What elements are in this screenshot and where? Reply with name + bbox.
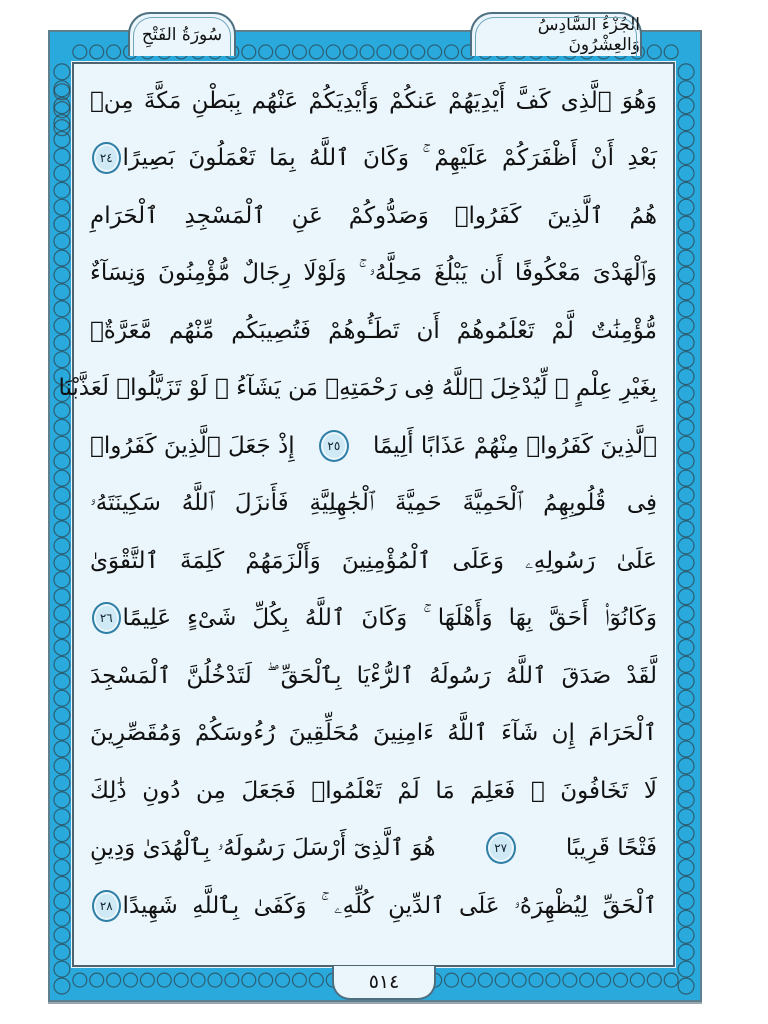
border-ornament (54, 182, 70, 198)
border-ornament (647, 973, 661, 987)
border-ornament (678, 724, 694, 740)
border-ornament (54, 792, 70, 808)
border-ornament (54, 64, 70, 80)
border-ornament (678, 606, 694, 622)
border-ornament (678, 673, 694, 689)
border-ornament (678, 572, 694, 588)
border-ornament (678, 98, 694, 114)
border-ornament (54, 910, 70, 926)
border-ornament (174, 973, 188, 987)
border-ornament (343, 45, 357, 59)
border-ornament (242, 973, 256, 987)
border-ornament (529, 973, 543, 987)
border-ornament (54, 944, 70, 960)
text-line (90, 532, 657, 590)
border-ornament (54, 775, 70, 791)
text-line (90, 72, 657, 130)
border-ornament (678, 267, 694, 283)
border-ornament (678, 792, 694, 808)
text-line (90, 877, 657, 935)
border-ornament (54, 690, 70, 706)
line-text: ٱلْحَرَامَ إِن شَآءَ ٱللَّهُ ءَامِنِينَ مُحَلِّقِينَ رُءُوسَكُمْ وَمُقَصِّرِينَ (90, 720, 657, 747)
border-ornament (54, 572, 70, 588)
verse-number-marker: ٢٥ (319, 430, 349, 462)
text-line (58, 360, 657, 418)
border-ornament (54, 335, 70, 351)
border-ornament (54, 453, 70, 469)
border-ornament (276, 45, 290, 59)
border-ornament (678, 419, 694, 435)
verse-number-marker: ٢٦ (92, 602, 121, 634)
text-line (90, 705, 657, 763)
border-ornament (73, 45, 87, 59)
border-ornament (54, 860, 70, 876)
verse-number-marker: ٢٨ (92, 890, 121, 922)
border-ornament (614, 973, 628, 987)
border-ornament (293, 45, 307, 59)
border-ornament (54, 877, 70, 893)
border-ornament (54, 639, 70, 655)
border-ornament (546, 973, 560, 987)
border-ornament (495, 973, 509, 987)
border-ornament (411, 45, 425, 59)
border-ornament (276, 973, 290, 987)
border-ornament (54, 419, 70, 435)
border-ornament (54, 352, 70, 368)
border-ornament (678, 978, 694, 994)
border-ornament (54, 893, 70, 909)
border-ornament (678, 809, 694, 825)
border-ornament (678, 623, 694, 639)
verse-number-marker: ٢٧ (486, 832, 516, 864)
border-ornament (678, 386, 694, 402)
border-ornament (394, 45, 408, 59)
border-ornament (54, 487, 70, 503)
border-ornament (664, 973, 678, 987)
border-ornament (678, 470, 694, 486)
border-ornament (54, 589, 70, 605)
border-ornament (54, 470, 70, 486)
line-text: وَهُوَ ٱلَّذِى كَفَّ أَيْدِيَهُمْ عَنكُمْ وَأَيْدِيَكُمْ عَنْهُم بِبَطْنِ مَكَّةَ مِنۢ (90, 87, 657, 114)
border-ornament (678, 741, 694, 757)
border-ornament (259, 973, 273, 987)
border-ornament (107, 45, 121, 59)
border-ornament (54, 233, 70, 249)
line-text: مُّؤْمِنَٰتٌ لَّمْ تَعْلَمُوهُمْ أَن تَطَـُٔوهُمْ فَتُصِيبَكُم مِّنْهُم مَّعَرَّةٌۢ (90, 317, 657, 344)
border-ornament (54, 809, 70, 825)
text-line (90, 187, 657, 245)
line-text: لَّقَدْ صَدَقَ ٱللَّهُ رَسُولَهُ ٱلرُّءْيَا بِٱلْحَقِّ ۖ لَتَدْخُلُنَّ ٱلْمَسْجِدَ (90, 662, 657, 689)
border-ornament (678, 860, 694, 876)
border-ornament (678, 453, 694, 469)
border-ornament (678, 233, 694, 249)
juz-title-cartouche (470, 12, 642, 56)
border-ornament (54, 656, 70, 672)
page-number-cartouche (332, 966, 436, 1000)
text-line (90, 647, 657, 705)
border-ornament (678, 81, 694, 97)
border-ornament (309, 45, 323, 59)
border-ornament (54, 927, 70, 943)
border-ornament (678, 893, 694, 909)
border-ornament (678, 555, 694, 571)
line-text: وَكَانُوٓا۟ أَحَقَّ بِهَا وَأَهْلَهَا ۚ وَكَانَ ٱللَّهُ بِكُلِّ شَىْءٍ عَلِيمًا (122, 605, 657, 632)
border-ornament (54, 165, 70, 181)
border-ornament (678, 707, 694, 723)
border-ornament (678, 352, 694, 368)
line-text: لَا تَخَافُونَ ۖ فَعَلِمَ مَا لَمْ تَعْلَمُوا۟ فَجَعَلَ مِن دُونِ ذَٰلِكَ (90, 777, 657, 804)
border-ornament (678, 690, 694, 706)
border-ornament (54, 301, 70, 317)
text-line (90, 820, 657, 878)
border-ornament (678, 318, 694, 334)
border-ornament (54, 318, 70, 334)
verse-number-marker: ٢٤ (92, 142, 121, 174)
border-ornament (678, 775, 694, 791)
border-ornament (678, 284, 694, 300)
line-text: ٱلْحَقِّ لِيُظْهِرَهُۥ عَلَى ٱلدِّينِ كُلِّهِۦ ۚ وَكَفَىٰ بِٱللَّهِ شَهِيدًا (122, 892, 657, 919)
text-line (90, 245, 657, 303)
verse-lines (58, 72, 657, 935)
border-ornament (73, 973, 87, 987)
border-ornament (678, 436, 694, 452)
page-number: ٥١٤ (368, 971, 400, 993)
border-ornament (678, 521, 694, 537)
border-ornament (678, 944, 694, 960)
line-text-after: إِذْ جَعَلَ ٱلَّذِينَ كَفَرُوا۟ (90, 432, 295, 459)
border-ornament (678, 639, 694, 655)
border-ornament (678, 369, 694, 385)
border-ornament (461, 973, 475, 987)
border-ornament (445, 973, 459, 987)
line-text-after: هُوَ ٱلَّذِىٓ أَرْسَلَ رَسُولَهُۥ بِٱلْهُدَىٰ وَدِينِ (90, 835, 436, 862)
line-text: وَٱلْهَدْىَ مَعْكُوفًا أَن يَبْلُغَ مَحِلَّهُۥ ۚ وَلَوْلَا رِجَالٌ مُّؤْمِنُونَ وَنِسَآءٌ (90, 260, 657, 287)
border-ornament (678, 216, 694, 232)
border-ornament (54, 132, 70, 148)
text-line (90, 130, 657, 188)
border-ornament (678, 758, 694, 774)
border-ornament (630, 973, 644, 987)
border-ornament (512, 973, 526, 987)
border-ornament (54, 149, 70, 165)
border-ornament (678, 301, 694, 317)
border-ornament (309, 973, 323, 987)
border-ornament (678, 826, 694, 842)
border-ornament (140, 973, 154, 987)
line-text: عَلَىٰ رَسُولِهِۦ وَعَلَى ٱلْمُؤْمِنِينَ وَأَلْزَمَهُمْ كَلِمَةَ ٱلتَّقْوَىٰ (90, 547, 657, 574)
border-ornament (678, 910, 694, 926)
border-ornament (54, 673, 70, 689)
border-ornament (54, 826, 70, 842)
text-line (90, 762, 657, 820)
border-ornament (107, 973, 121, 987)
border-ornament (54, 843, 70, 859)
border-ornament (54, 606, 70, 622)
border-ornament (678, 402, 694, 418)
border-ornament (54, 250, 70, 266)
border-ornament (54, 758, 70, 774)
border-ornament (678, 538, 694, 554)
border-ornament (208, 973, 222, 987)
text-line (90, 590, 657, 648)
border-ornament (678, 843, 694, 859)
border-ornament (54, 267, 70, 283)
border-ornament (54, 538, 70, 554)
border-ornament (54, 978, 70, 994)
border-ornament (678, 132, 694, 148)
juz-title: الجُزْءُ السَّادِسُ وَالعِشْرُونَ (537, 15, 640, 55)
border-ornament (54, 707, 70, 723)
surah-title: سُورَةُ الفَتْحِ (141, 25, 223, 45)
border-ornament (647, 45, 661, 59)
line-text: بَعْدِ أَنْ أَظْفَرَكُمْ عَلَيْهِمْ ۚ وَكَانَ ٱللَّهُ بِمَا تَعْمَلُونَ بَصِيرًا (122, 145, 657, 172)
text-line (90, 302, 657, 360)
border-ornament (478, 973, 492, 987)
border-ornament (678, 656, 694, 672)
border-ornament (90, 973, 104, 987)
text-line (90, 475, 657, 533)
border-ornament (664, 45, 678, 59)
border-ornament (54, 402, 70, 418)
border-ornament (678, 182, 694, 198)
border-ornament (326, 45, 340, 59)
border-ornament (54, 284, 70, 300)
border-ornament (377, 45, 391, 59)
border-ornament (54, 521, 70, 537)
border-ornament (293, 973, 307, 987)
border-ornament (678, 504, 694, 520)
text-line (90, 417, 657, 475)
line-text: هُمُ ٱلَّذِينَ كَفَرُوا۟ وَصَدُّوكُمْ عَنِ ٱلْمَسْجِدِ ٱلْحَرَامِ (90, 202, 657, 229)
border-ornament (54, 199, 70, 215)
border-ornament (678, 335, 694, 351)
border-ornament (678, 64, 694, 80)
border-ornament (54, 216, 70, 232)
border-ornament (678, 165, 694, 181)
border-ornament (225, 973, 239, 987)
border-ornament (54, 741, 70, 757)
border-ornament (54, 623, 70, 639)
border-ornament (597, 973, 611, 987)
border-ornament (54, 961, 70, 977)
border-ornament (678, 250, 694, 266)
line-text: بِغَيْرِ عِلْمٍ ۖ لِّيُدْخِلَ ٱللَّهُ فِى رَحْمَتِهِۦ مَن يَشَآءُ ۚ لَوْ تَزَيَّلُوا۟ لَعَذَّبْنَا (58, 375, 657, 402)
border-ornament (54, 555, 70, 571)
border-ornament (678, 927, 694, 943)
border-ornament (124, 973, 138, 987)
border-ornament (678, 589, 694, 605)
border-ornament (428, 45, 442, 59)
border-ornament (360, 45, 374, 59)
border-ornament (242, 45, 256, 59)
border-ornament (678, 149, 694, 165)
border-ornament (445, 45, 459, 59)
border-ornament (678, 199, 694, 215)
border-ornament (580, 973, 594, 987)
border-ornament (678, 115, 694, 131)
line-text: فِى قُلُوبِهِمُ ٱلْحَمِيَّةَ حَمِيَّةَ ٱلْجَٰهِلِيَّةِ فَأَنزَلَ ٱللَّهُ سَكِينَتَهُۥ (90, 490, 657, 517)
border-ornament (563, 973, 577, 987)
border-ornament (157, 973, 171, 987)
border-ornament (191, 973, 205, 987)
border-ornament (54, 724, 70, 740)
border-ornament (678, 961, 694, 977)
surah-title-cartouche (128, 12, 236, 56)
border-ornament (678, 877, 694, 893)
border-ornament (259, 45, 273, 59)
line-text: ٱلَّذِينَ كَفَرُوا۟ مِنْهُمْ عَذَابًا أَلِيمًا (372, 432, 657, 459)
border-ornament (678, 487, 694, 503)
border-ornament (54, 504, 70, 520)
border-ornament (90, 45, 104, 59)
border-ornament (54, 436, 70, 452)
line-text: فَتْحًا قَرِيبًا (565, 835, 657, 862)
